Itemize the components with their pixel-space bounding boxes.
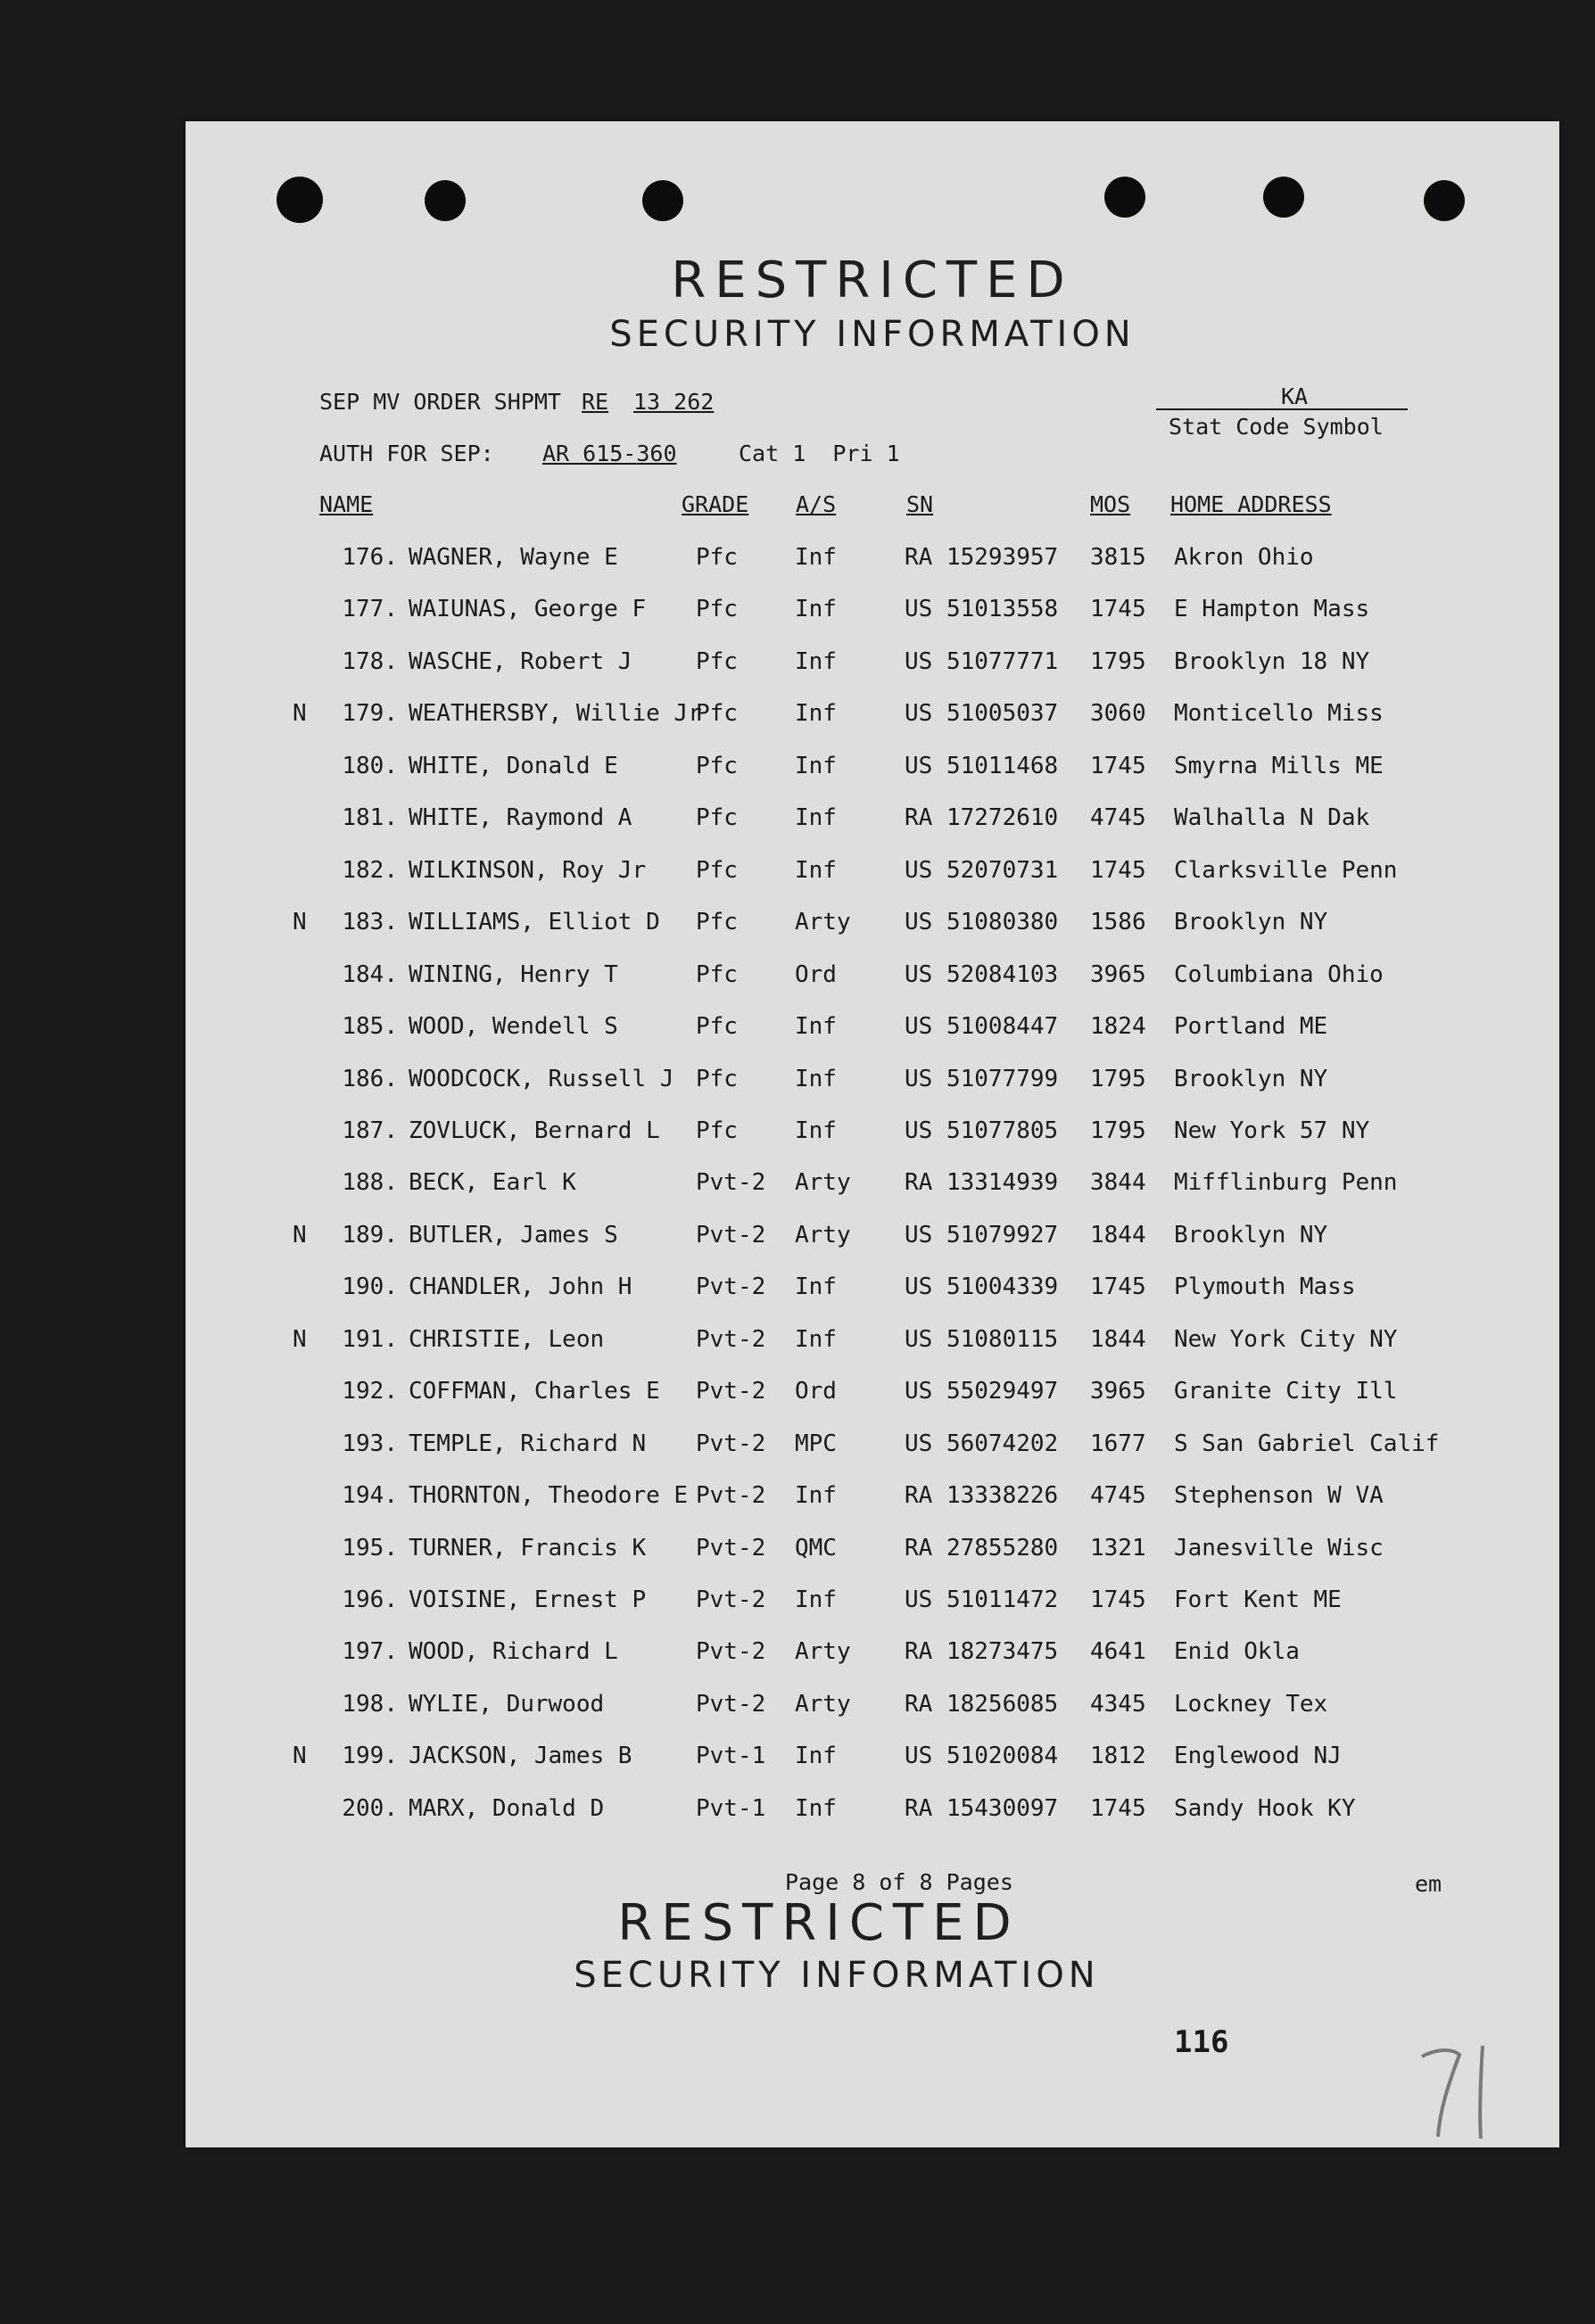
table-row [186, 804, 1559, 856]
row-grade: Pvt-2 [696, 1221, 766, 1249]
row-home-address: Lockney Tex [1174, 1690, 1328, 1718]
auth-value: AR 615-360 [542, 441, 677, 466]
row-arm-service: Inf [795, 544, 837, 571]
row-name: WILKINSON, Roy Jr [409, 856, 647, 884]
row-grade: Pvt-1 [696, 1743, 766, 1770]
row-mos: 1795 [1090, 647, 1146, 675]
row-arm-service: Inf [795, 700, 837, 728]
row-name: WEATHERSBY, Willie Jr [409, 700, 702, 728]
row-number: 182. [342, 856, 398, 884]
column-header-name: NAME [319, 491, 374, 517]
row-mos: 1745 [1090, 596, 1146, 623]
row-grade: Pvt-2 [696, 1378, 766, 1405]
row-grade: Pfc [696, 1117, 738, 1144]
row-home-address: Sandy Hook KY [1174, 1794, 1356, 1822]
row-grade: Pfc [696, 752, 738, 779]
row-number: 198. [342, 1690, 398, 1718]
row-number: 177. [342, 596, 398, 623]
row-grade: Pfc [696, 856, 738, 884]
row-home-address: New York 57 NY [1174, 1117, 1370, 1144]
row-mos: 3815 [1090, 544, 1146, 571]
row-number: 192. [342, 1378, 398, 1405]
row-number: 184. [342, 960, 398, 988]
row-name: WHITE, Raymond A [409, 804, 632, 832]
table-row [186, 1430, 1559, 1482]
order-label: SEP MV ORDER SHPMT [319, 389, 561, 415]
punch-hole [425, 180, 466, 221]
row-name: WINING, Henry T [409, 960, 618, 988]
row-mos: 1824 [1090, 1013, 1146, 1041]
row-arm-service: Inf [795, 647, 837, 675]
stat-code-value: KA [1281, 383, 1309, 409]
row-serial-number: RA 13338226 [905, 1482, 1059, 1510]
row-serial-number: US 51013558 [905, 596, 1059, 623]
row-arm-service: Inf [795, 1482, 837, 1510]
row-arm-service: Inf [795, 596, 837, 623]
cat-pri: Cat 1 Pri 1 [739, 441, 900, 466]
stat-code-label: Stat Code Symbol [1169, 414, 1384, 440]
row-mos: 4345 [1090, 1690, 1146, 1718]
row-mos: 3060 [1090, 700, 1146, 728]
row-mos: 1745 [1090, 752, 1146, 779]
row-serial-number: RA 27855280 [905, 1534, 1059, 1562]
row-name: WYLIE, Durwood [409, 1690, 605, 1718]
row-name: WOOD, Wendell S [409, 1013, 618, 1041]
row-mos: 1745 [1090, 1586, 1146, 1613]
restricted-stamp-bottom: RESTRICTED [617, 1894, 1021, 1952]
table-row [186, 1013, 1559, 1065]
row-number: 197. [342, 1638, 398, 1666]
row-home-address: Englewood NJ [1174, 1743, 1342, 1770]
row-home-address: Stephenson W VA [1174, 1482, 1384, 1510]
restricted-stamp-top: RESTRICTED [671, 251, 1074, 309]
table-row [186, 857, 1559, 909]
row-home-address: Portland ME [1174, 1013, 1328, 1041]
punch-hole [277, 177, 323, 223]
row-serial-number: US 51077799 [905, 1065, 1059, 1092]
row-arm-service: Ord [795, 960, 837, 988]
row-mos: 1844 [1090, 1325, 1146, 1353]
page-number: 116 [1174, 2024, 1229, 2060]
row-number: 200. [342, 1794, 398, 1822]
row-grade: Pfc [696, 647, 738, 675]
row-home-address: Janesville Wisc [1174, 1534, 1384, 1562]
row-home-address: Brooklyn NY [1174, 1065, 1328, 1092]
row-arm-service: Arty [795, 1638, 851, 1666]
row-arm-service: Arty [795, 1690, 851, 1718]
row-arm-service: Inf [795, 1273, 837, 1301]
column-header-sn: SN [906, 491, 934, 517]
row-home-address: Akron Ohio [1174, 544, 1314, 571]
row-arm-service: Inf [795, 1117, 837, 1144]
table-row [186, 1795, 1559, 1847]
row-serial-number: US 51011472 [905, 1586, 1059, 1613]
row-name: JACKSON, James B [409, 1743, 632, 1770]
table-row [186, 1743, 1559, 1794]
row-arm-service: Inf [795, 752, 837, 779]
row-grade: Pfc [696, 909, 738, 936]
punch-hole [1104, 177, 1145, 218]
row-grade: Pfc [696, 1065, 738, 1092]
table-row [186, 961, 1559, 1013]
column-header-as: A/S [796, 491, 837, 517]
row-serial-number: US 51079927 [905, 1221, 1059, 1249]
row-serial-number: RA 15293957 [905, 544, 1059, 571]
row-name: WOOD, Richard L [409, 1638, 618, 1666]
row-number: 176. [342, 544, 398, 571]
table-row [186, 596, 1559, 647]
row-serial-number: US 56074202 [905, 1430, 1059, 1457]
table-row [186, 1066, 1559, 1117]
row-serial-number: RA 17272610 [905, 804, 1059, 832]
auth-label: AUTH FOR SEP: [319, 441, 494, 466]
row-home-address: Mifflinburg Penn [1174, 1169, 1398, 1197]
row-grade: Pvt-2 [696, 1586, 766, 1613]
row-home-address: Fort Kent ME [1174, 1586, 1342, 1613]
row-serial-number: RA 15430097 [905, 1794, 1059, 1822]
row-name: MARX, Donald D [409, 1794, 605, 1822]
row-arm-service: Inf [795, 1013, 837, 1041]
row-name: WAGNER, Wayne E [409, 544, 618, 571]
table-row [186, 1378, 1559, 1430]
table-row [186, 1326, 1559, 1378]
row-serial-number: US 51080115 [905, 1325, 1059, 1353]
row-mos: 1677 [1090, 1430, 1146, 1457]
row-grade: Pvt-2 [696, 1690, 766, 1718]
row-number: 186. [342, 1065, 398, 1092]
row-name: TURNER, Francis K [409, 1534, 647, 1562]
row-home-address: Brooklyn NY [1174, 1221, 1328, 1249]
row-home-address: Enid Okla [1174, 1638, 1300, 1666]
row-number: 187. [342, 1117, 398, 1144]
row-number: 193. [342, 1430, 398, 1457]
row-serial-number: RA 13314939 [905, 1169, 1059, 1197]
row-mos: 1745 [1090, 1794, 1146, 1822]
row-grade: Pvt-2 [696, 1482, 766, 1510]
row-grade: Pfc [696, 960, 738, 988]
row-mos: 1745 [1090, 856, 1146, 884]
row-flag: N [293, 700, 307, 728]
table-row [186, 1535, 1559, 1586]
row-home-address: Walhalla N Dak [1174, 804, 1370, 832]
row-name: VOISINE, Ernest P [409, 1586, 647, 1613]
row-number: 189. [342, 1221, 398, 1249]
table-row [186, 1586, 1559, 1638]
row-home-address: Columbiana Ohio [1174, 960, 1384, 988]
row-arm-service: Arty [795, 1221, 851, 1249]
row-number: 195. [342, 1534, 398, 1562]
row-number: 190. [342, 1273, 398, 1301]
row-name: THORNTON, Theodore E [409, 1482, 689, 1510]
row-home-address: E Hampton Mass [1174, 596, 1370, 623]
row-mos: 4641 [1090, 1638, 1146, 1666]
row-arm-service: Ord [795, 1378, 837, 1405]
row-grade: Pvt-2 [696, 1325, 766, 1353]
row-number: 179. [342, 700, 398, 728]
row-name: WHITE, Donald E [409, 752, 618, 779]
column-header-address: HOME ADDRESS [1170, 491, 1332, 517]
row-home-address: Monticello Miss [1174, 700, 1384, 728]
row-name: TEMPLE, Richard N [409, 1430, 647, 1457]
row-arm-service: Inf [795, 1586, 837, 1613]
row-flag: N [293, 909, 307, 936]
row-grade: Pfc [696, 1013, 738, 1041]
row-name: WILLIAMS, Elliot D [409, 909, 660, 936]
security-information-stamp-top: SECURITY INFORMATION [609, 314, 1136, 355]
row-number: 181. [342, 804, 398, 832]
order-code: RE [582, 389, 609, 415]
row-mos: 4745 [1090, 1482, 1146, 1510]
row-grade: Pvt-1 [696, 1794, 766, 1822]
row-number: 183. [342, 909, 398, 936]
row-serial-number: US 51008447 [905, 1013, 1059, 1041]
row-arm-service: Arty [795, 909, 851, 936]
row-home-address: New York City NY [1174, 1325, 1398, 1353]
row-serial-number: US 51020084 [905, 1743, 1059, 1770]
row-grade: Pfc [696, 596, 738, 623]
row-mos: 1844 [1090, 1221, 1146, 1249]
row-serial-number: US 51080380 [905, 909, 1059, 936]
row-name: BECK, Earl K [409, 1169, 576, 1197]
row-name: CHANDLER, John H [409, 1273, 632, 1301]
row-serial-number: US 52084103 [905, 960, 1059, 988]
row-mos: 3965 [1090, 960, 1146, 988]
table-row [186, 1638, 1559, 1690]
punch-hole [1424, 180, 1465, 221]
row-serial-number: RA 18256085 [905, 1690, 1059, 1718]
row-mos: 1586 [1090, 909, 1146, 936]
row-number: 191. [342, 1325, 398, 1353]
row-home-address: Brooklyn 18 NY [1174, 647, 1370, 675]
row-grade: Pfc [696, 700, 738, 728]
row-number: 188. [342, 1169, 398, 1197]
row-arm-service: Inf [795, 1065, 837, 1092]
table-row [186, 1482, 1559, 1534]
table-row [186, 648, 1559, 700]
row-grade: Pvt-2 [696, 1430, 766, 1457]
row-name: WASCHE, Robert J [409, 647, 632, 675]
row-mos: 1795 [1090, 1065, 1146, 1092]
table-row [186, 1222, 1559, 1273]
row-mos: 1321 [1090, 1534, 1146, 1562]
row-home-address: Plymouth Mass [1174, 1273, 1356, 1301]
table-row [186, 544, 1559, 596]
row-serial-number: US 51011468 [905, 752, 1059, 779]
row-home-address: Clarksville Penn [1174, 856, 1398, 884]
row-mos: 1745 [1090, 1273, 1146, 1301]
order-number: 13 262 [633, 389, 715, 415]
row-serial-number: US 51077771 [905, 647, 1059, 675]
typist-initials: em [1415, 1871, 1442, 1897]
row-arm-service: QMC [795, 1534, 837, 1562]
table-row [186, 753, 1559, 804]
row-home-address: Brooklyn NY [1174, 909, 1328, 936]
row-name: ZOVLUCK, Bernard L [409, 1117, 660, 1144]
row-flag: N [293, 1325, 307, 1353]
row-mos: 1812 [1090, 1743, 1146, 1770]
row-flag: N [293, 1743, 307, 1770]
row-name: CHRISTIE, Leon [409, 1325, 605, 1353]
row-number: 178. [342, 647, 398, 675]
row-home-address: S San Gabriel Calif [1174, 1430, 1440, 1457]
row-mos: 1795 [1090, 1117, 1146, 1144]
table-row [186, 909, 1559, 960]
row-grade: Pvt-2 [696, 1638, 766, 1666]
row-mos: 3844 [1090, 1169, 1146, 1197]
punch-hole [642, 180, 683, 221]
security-information-stamp-bottom: SECURITY INFORMATION [574, 1955, 1100, 1996]
row-flag: N [293, 1221, 307, 1249]
row-grade: Pvt-2 [696, 1273, 766, 1301]
handwritten-mark [1413, 2039, 1511, 2146]
row-number: 199. [342, 1743, 398, 1770]
row-arm-service: Inf [795, 856, 837, 884]
row-grade: Pvt-2 [696, 1534, 766, 1562]
row-serial-number: US 51004339 [905, 1273, 1059, 1301]
row-grade: Pfc [696, 804, 738, 832]
punch-hole [1263, 177, 1304, 218]
table-row [186, 1117, 1559, 1169]
row-number: 194. [342, 1482, 398, 1510]
row-serial-number: US 52070731 [905, 856, 1059, 884]
row-name: WOODCOCK, Russell J [409, 1065, 674, 1092]
table-row [186, 1273, 1559, 1325]
row-number: 180. [342, 752, 398, 779]
row-mos: 3965 [1090, 1378, 1146, 1405]
row-number: 185. [342, 1013, 398, 1041]
row-name: BUTLER, James S [409, 1221, 618, 1249]
column-header-mos: MOS [1090, 491, 1131, 517]
row-arm-service: Inf [795, 1743, 837, 1770]
row-number: 196. [342, 1586, 398, 1613]
row-mos: 4745 [1090, 804, 1146, 832]
row-arm-service: Inf [795, 1794, 837, 1822]
document-page [186, 121, 1559, 2147]
row-serial-number: US 55029497 [905, 1378, 1059, 1405]
row-serial-number: US 51005037 [905, 700, 1059, 728]
table-row [186, 1691, 1559, 1743]
page-label: Page 8 of 8 Pages [785, 1869, 1013, 1895]
column-header-grade: GRADE [682, 491, 749, 517]
row-grade: Pfc [696, 544, 738, 571]
row-arm-service: Arty [795, 1169, 851, 1197]
row-arm-service: MPC [795, 1430, 837, 1457]
table-row [186, 1169, 1559, 1221]
row-home-address: Granite City Ill [1174, 1378, 1398, 1405]
row-home-address: Smyrna Mills ME [1174, 752, 1384, 779]
row-name: COFFMAN, Charles E [409, 1378, 660, 1405]
table-row [186, 700, 1559, 752]
row-arm-service: Inf [795, 1325, 837, 1353]
row-grade: Pvt-2 [696, 1169, 766, 1197]
row-name: WAIUNAS, George F [409, 596, 647, 623]
row-arm-service: Inf [795, 804, 837, 832]
row-serial-number: US 51077805 [905, 1117, 1059, 1144]
row-serial-number: RA 18273475 [905, 1638, 1059, 1666]
